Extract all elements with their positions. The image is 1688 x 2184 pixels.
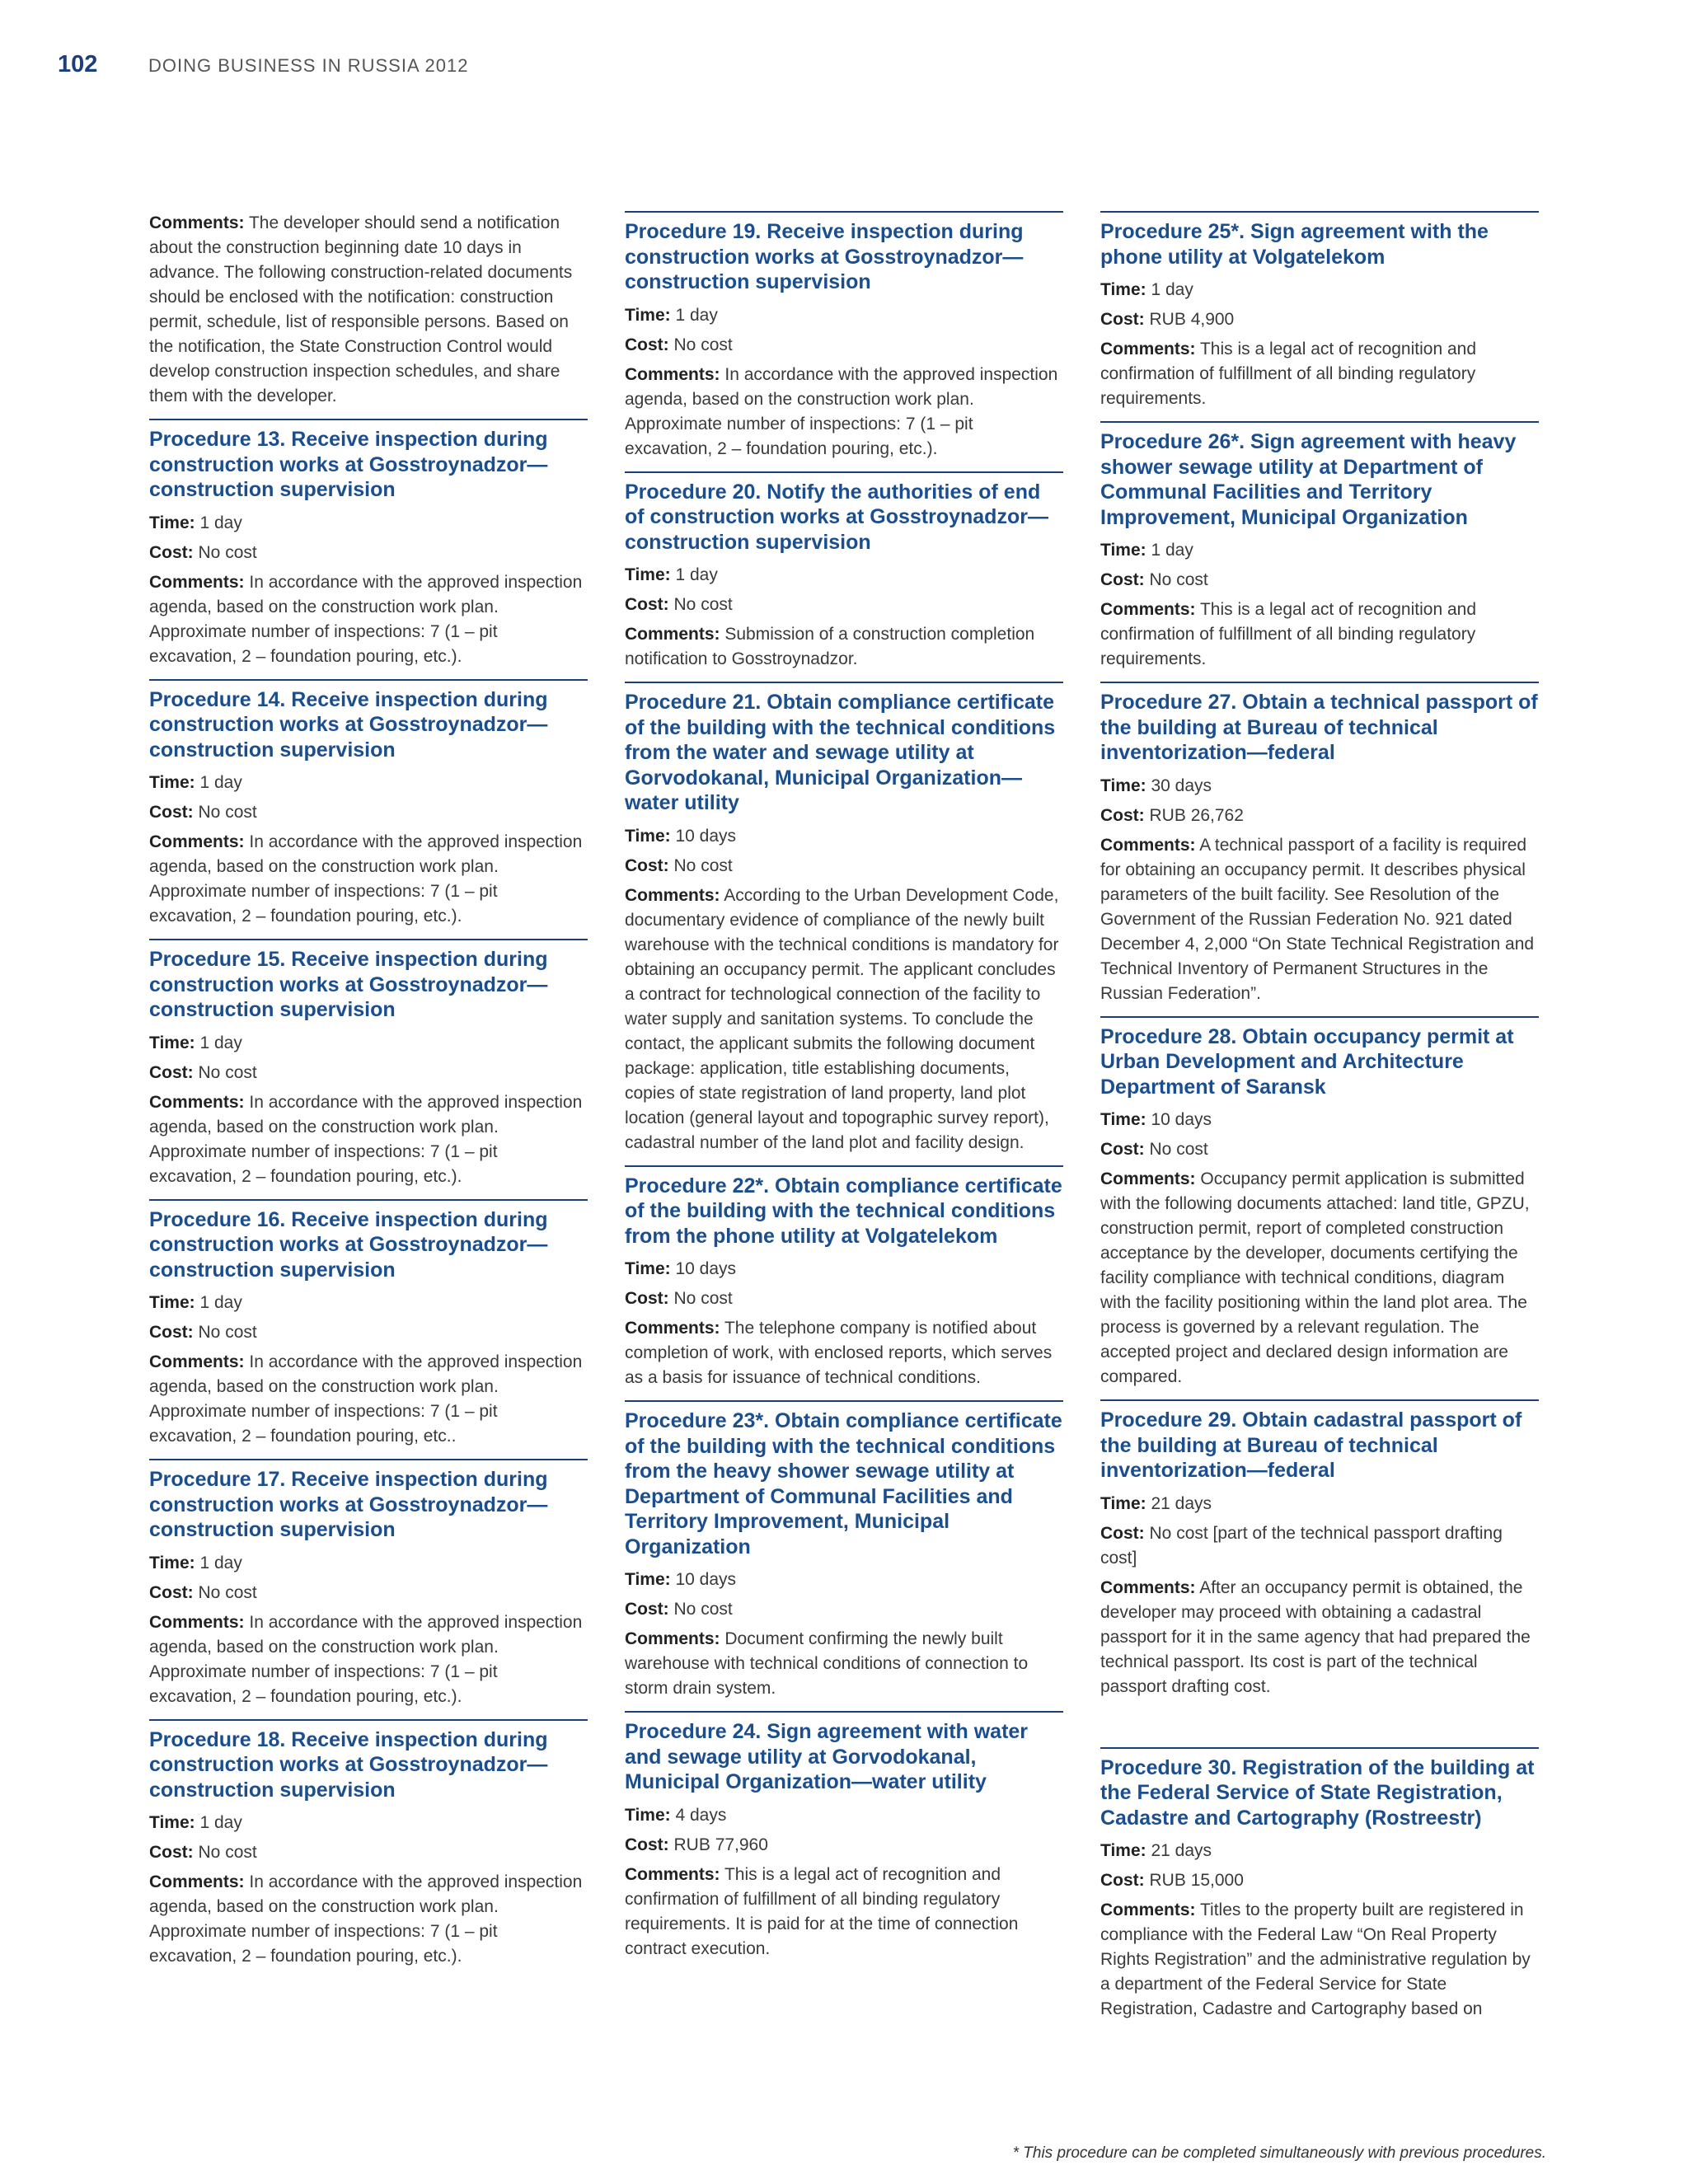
cost-value: RUB 26,762: [1149, 805, 1244, 825]
cost-value: No cost: [198, 1582, 257, 1602]
comments-label: Comments:: [1100, 600, 1196, 619]
cost-label: Cost:: [149, 1843, 194, 1862]
comments-label: Comments:: [625, 1864, 720, 1884]
intro-comment: [149, 211, 588, 419]
procedure-19: [625, 211, 1063, 471]
procedure-23: [625, 1400, 1063, 1711]
procedure-29: [1100, 1399, 1539, 1709]
comments-text: In accordance with the approved inspection agenda, based on the construction work plan. Approximate number of inspections: 7 (1 – pit excavation, 2 – foundation pouring, etc.).: [149, 572, 583, 666]
comments-text: Submission of a construction completion notification to Gosstroynadzor.: [625, 625, 1035, 668]
column-2: [625, 211, 1063, 1971]
comments-label: Comments:: [625, 364, 720, 384]
procedure-title: Procedure 23*. Obtain compliance certificate of the building with the technical conditions from the heavy shower sewage utility at Department of Communal Facilities and Territory Improvement, Municipal Organization: [625, 1409, 1062, 1558]
comments-label: Comments:: [625, 885, 720, 905]
procedure-18: [149, 1719, 588, 1980]
cost-label: Cost:: [1100, 1871, 1145, 1890]
comments-label: Comments:: [1100, 835, 1196, 855]
comments-label: Comments:: [149, 572, 245, 592]
cost-value: No cost: [198, 1843, 257, 1862]
cost-value: No cost [part of the technical passport drafting cost]: [1100, 1523, 1503, 1568]
comments-label: Comments:: [625, 625, 720, 644]
procedure-15: [149, 939, 588, 1199]
cost-label: Cost:: [625, 1289, 669, 1308]
cost-value: No cost: [198, 542, 257, 562]
cost-label: Cost:: [1100, 570, 1145, 589]
footnote: * This procedure can be completed simultaneously with previous procedures.: [1012, 2144, 1546, 2162]
time-value: 1 day: [199, 1813, 242, 1832]
cost-label: Cost:: [149, 1582, 194, 1602]
procedure-24: [625, 1711, 1063, 1971]
comments-label: Comments:: [1100, 1900, 1196, 1919]
cost-value: No cost: [673, 1289, 733, 1308]
time-value: 1 day: [1151, 280, 1193, 299]
time-value: 30 days: [1151, 776, 1212, 795]
procedure-title: Procedure 25*. Sign agreement with the phone utility at Volgatelekom: [1100, 220, 1489, 269]
page-number: 102: [58, 51, 98, 77]
comments-label: Comments:: [149, 1352, 245, 1371]
procedure-title: Procedure 15. Receive inspection during construction works at Gosstroynadzor—construction supervision: [149, 948, 548, 1021]
cost-label: Cost:: [1100, 1523, 1145, 1543]
time-value: 1 day: [199, 1553, 242, 1572]
comments-text: In accordance with the approved inspection agenda, based on the construction work plan. Approximate number of inspections: 7 (1 – pit excavation, 2 – foundation pouring, etc.).: [625, 364, 1058, 458]
time-label: Time:: [625, 1259, 671, 1278]
cost-label: Cost:: [149, 1323, 194, 1342]
time-label: Time:: [1100, 1110, 1146, 1129]
cost-label: Cost:: [625, 1600, 669, 1619]
time-label: Time:: [1100, 1493, 1146, 1513]
time-label: Time:: [149, 1293, 195, 1312]
cost-value: RUB 15,000: [1149, 1871, 1244, 1890]
procedure-title: Procedure 14. Receive inspection during construction works at Gosstroynadzor—construction supervision: [149, 687, 548, 762]
cost-value: No cost: [673, 1600, 733, 1619]
column-1: [149, 211, 588, 1979]
cost-label: Cost:: [149, 542, 194, 562]
procedure-21: [625, 682, 1063, 1165]
procedure-title: Procedure 29. Obtain cadastral passport of the building at Bureau of technical inventorization—federal: [1100, 1408, 1522, 1482]
cost-label: Cost:: [149, 1062, 194, 1082]
time-value: 1 day: [199, 1033, 242, 1052]
procedure-title: Procedure 13. Receive inspection during construction works at Gosstroynadzor—construction supervision: [149, 428, 548, 501]
cost-value: No cost: [198, 1323, 257, 1342]
procedure-title: Procedure 27. Obtain a technical passport of the building at Bureau of technical inventorization—federal: [1100, 691, 1538, 764]
intro-comment-text: The developer should send a notification about the construction beginning date 10 days in advance. The following construction-related documents should be enclosed with the notification: construction permit, schedule, list of responsible persons. Based on the notification, the State Construction Control would develop construction inspection schedules, and share them with the developer.: [149, 213, 573, 405]
comments-text: Document confirming the newly built warehouse with technical conditions of connection to storm drain system.: [625, 1629, 1029, 1698]
time-value: 21 days: [1151, 1841, 1212, 1860]
cost-value: No cost: [198, 1062, 257, 1082]
cost-value: No cost: [673, 335, 733, 354]
comments-label: Comments:: [149, 1612, 245, 1632]
procedure-14: [149, 679, 588, 940]
time-value: 1 day: [675, 305, 718, 325]
comments-label: Comments:: [149, 1092, 245, 1112]
cost-label: Cost:: [625, 855, 669, 875]
comments-label: Comments:: [1100, 1169, 1196, 1188]
comments-label: Comments:: [625, 1629, 720, 1648]
procedure-28: [1100, 1016, 1539, 1400]
comments-text: This is a legal act of recognition and confirmation of fulfillment of all binding regulatory requirements.: [1100, 340, 1477, 408]
cost-value: RUB 77,960: [673, 1835, 768, 1854]
time-label: Time:: [625, 1805, 671, 1825]
comments-label: Comments:: [149, 213, 245, 232]
time-value: 1 day: [199, 513, 242, 532]
procedure-title: Procedure 24. Sign agreement with water and sewage utility at Gorvodokanal, Municipal Organization—water utility: [625, 1720, 1029, 1793]
cost-label: Cost:: [1100, 310, 1145, 329]
time-label: Time:: [1100, 541, 1146, 560]
time-label: Time:: [149, 1553, 195, 1572]
comments-text: After an occupancy permit is obtained, the developer may proceed with obtaining a cadastral passport for it in the same agency that had prepared the technical passport. Its cost is part of the technical passport drafting cost.: [1100, 1577, 1531, 1696]
time-value: 1 day: [675, 565, 718, 584]
procedure-title: Procedure 26*. Sign agreement with heavy shower sewage utility at Department of Communal Facilities and Territory Improvement, Municipal Organization: [1100, 430, 1517, 529]
cost-value: RUB 4,900: [1149, 310, 1235, 329]
procedure-title: Procedure 16. Receive inspection during construction works at Gosstroynadzor—construction supervision: [149, 1207, 548, 1282]
time-value: 1 day: [199, 773, 242, 792]
running-title: DOING BUSINESS IN RUSSIA 2012: [148, 55, 469, 76]
procedure-title: Procedure 19. Receive inspection during construction works at Gosstroynadzor—construction supervision: [625, 220, 1024, 293]
comments-text: The telephone company is notified about completion of work, with enclosed reports, which serves as a basis for issuance of technical conditions.: [625, 1319, 1053, 1387]
procedure-title: Procedure 30. Registration of the building at the Federal Service of State Registration, Cadastre and Cartography (Rostreestr): [1100, 1755, 1535, 1830]
column-3: [1100, 211, 1539, 2032]
time-label: Time:: [625, 565, 671, 584]
time-label: Time:: [625, 1570, 671, 1589]
comments-label: Comments:: [1100, 340, 1196, 359]
time-label: Time:: [149, 773, 195, 792]
cost-label: Cost:: [625, 335, 669, 354]
procedure-title: Procedure 21. Obtain compliance certificate of the building with the technical conditions from the water and sewage utility at Gorvodokanal, Municipal Organization—water utility: [625, 691, 1056, 814]
cost-label: Cost:: [149, 803, 194, 822]
procedure-17: [149, 1459, 588, 1719]
procedure-title: Procedure 28. Obtain occupancy permit at Urban Development and Architecture Department of Saransk: [1100, 1024, 1514, 1099]
time-label: Time:: [1100, 1841, 1146, 1860]
procedure-26: [1100, 421, 1539, 682]
time-label: Time:: [625, 305, 671, 325]
cost-value: No cost: [673, 595, 733, 614]
procedure-25: [1100, 211, 1539, 421]
cost-value: No cost: [198, 803, 257, 822]
comments-text: In accordance with the approved inspection agenda, based on the construction work plan. Approximate number of inspections: 7 (1 – pit excavation, 2 – foundation pouring, etc.).: [149, 1612, 583, 1706]
procedure-22: [625, 1165, 1063, 1401]
time-label: Time:: [625, 826, 671, 846]
time-label: Time:: [149, 1033, 195, 1052]
procedure-20: [625, 471, 1063, 682]
cost-value: No cost: [1149, 570, 1208, 589]
procedure-title: Procedure 20. Notify the authorities of end of construction works at Gosstroynadzor—construction supervision: [625, 480, 1048, 554]
comments-label: Comments:: [149, 1872, 245, 1891]
time-value: 10 days: [675, 1259, 737, 1278]
procedure-30: [1100, 1747, 1539, 2032]
comments-text: Occupancy permit application is submitted with the following documents attached: land title, GPZU, construction permit, report of completed construction acceptance by the developer, documents certifying the facility compliance with technical conditions, diagram with the facility positioning within the land plot area. The process is governed by a relevant regulation. The accepted project and declared design information are compared.: [1100, 1169, 1530, 1386]
time-value: 1 day: [1151, 541, 1193, 560]
comments-text: This is a legal act of recognition and confirmation of fulfillment of all binding regulatory requirements.: [1100, 600, 1477, 668]
time-value: 10 days: [1151, 1110, 1212, 1129]
cost-label: Cost:: [625, 595, 669, 614]
comments-text: In accordance with the approved inspection agenda, based on the construction work plan. Approximate number of inspections: 7 (1 – pit excavation, 2 – foundation pouring, etc..: [149, 1352, 583, 1446]
comments-text: Titles to the property built are registered in compliance with the Federal Law “On Real Property Rights Registration” and the administrative regulation by a department of the Federal Service for State Registration, Cadastre and Cartography based on: [1100, 1900, 1531, 2018]
procedure-13: [149, 419, 588, 679]
time-value: 21 days: [1151, 1493, 1212, 1513]
procedure-27: [1100, 682, 1539, 1016]
cost-label: Cost:: [1100, 805, 1145, 825]
comments-text: In accordance with the approved inspection agenda, based on the construction work plan. Approximate number of inspections: 7 (1 – pit excavation, 2 – foundation pouring, etc.).: [149, 1872, 583, 1966]
time-value: 1 day: [199, 1293, 242, 1312]
time-value: 10 days: [675, 826, 737, 846]
procedure-title: Procedure 17. Receive inspection during construction works at Gosstroynadzor—construction supervision: [149, 1468, 548, 1541]
cost-label: Cost:: [625, 1835, 669, 1854]
time-value: 4 days: [675, 1805, 727, 1825]
cost-value: No cost: [673, 855, 733, 875]
comments-label: Comments:: [149, 832, 245, 851]
time-label: Time:: [1100, 776, 1146, 795]
time-label: Time:: [1100, 280, 1146, 299]
procedure-title: Procedure 22*. Obtain compliance certificate of the building with the technical conditions from the phone utility at Volgatelekom: [625, 1174, 1062, 1248]
cost-value: No cost: [1149, 1140, 1208, 1159]
time-label: Time:: [149, 513, 195, 532]
time-label: Time:: [149, 1813, 195, 1832]
page-header: [58, 51, 468, 78]
procedure-title: Procedure 18. Receive inspection during construction works at Gosstroynadzor—construction supervision: [149, 1727, 548, 1802]
comments-text: In accordance with the approved inspection agenda, based on the construction work plan. Approximate number of inspections: 7 (1 – pit excavation, 2 – foundation pouring, etc.).: [149, 1092, 583, 1186]
comments-text: In accordance with the approved inspection agenda, based on the construction work plan. Approximate number of inspections: 7 (1 – pit excavation, 2 – foundation pouring, etc.).: [149, 832, 583, 926]
comments-label: Comments:: [625, 1319, 720, 1338]
time-value: 10 days: [675, 1570, 737, 1589]
comments-text: This is a legal act of recognition and confirmation of fulfillment of all binding regulatory requirements. It is paid for at the time of connection contract execution.: [625, 1864, 1019, 1958]
comments-label: Comments:: [1100, 1577, 1196, 1597]
comments-text: According to the Urban Development Code, documentary evidence of compliance of the newly built warehouse with the technical conditions is mandatory for obtaining an occupancy permit. The applicant concludes a contract for technological connection of the facility to water supply and sanitation systems. To conclude the contact, the applicant submits the following document package: application, title establishing documents, copies of state registration of land property, land plot location (general layout and topographic survey report), cadastral number of the land plot and facility design.: [625, 885, 1059, 1152]
cost-label: Cost:: [1100, 1140, 1145, 1159]
comments-text: A technical passport of a facility is required for obtaining an occupancy permit. It describes physical parameters of the built facility. See Resolution of the Government of the Russian Federation No. 921 dated December 4, 2,000 “On State Technical Registration and Technical Inventory of Permanent Structures in the Russian Federation”.: [1100, 835, 1535, 1003]
procedure-16: [149, 1199, 588, 1460]
